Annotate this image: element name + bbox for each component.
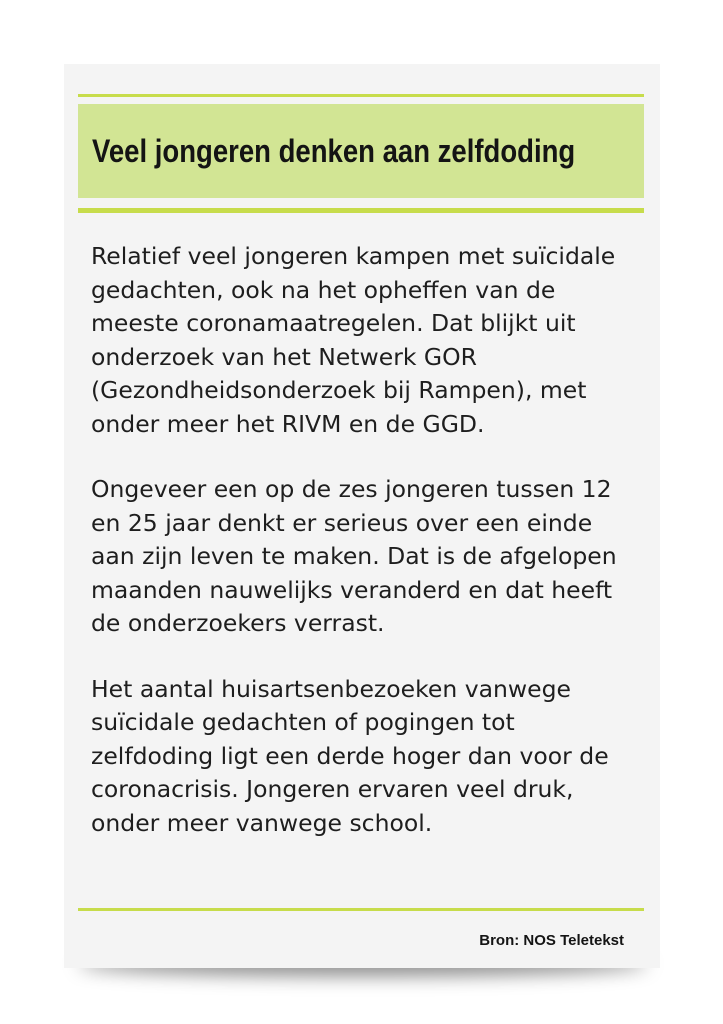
title-bar <box>78 104 644 198</box>
paragraph-1: Relatief veel jongeren kampen met suïcidale gedachten, ook na het opheffen van de meeste coronamaatregelen. Dat blijkt uit onderzoek van het Netwerk GOR (Gezondheidsonderzoek bij Rampen), met onder meer het RIVM en de GGD. <box>91 242 616 438</box>
top-divider <box>78 94 644 97</box>
article-body <box>91 240 636 872</box>
title-divider <box>78 208 644 213</box>
paragraph-2: Ongeveer een op de zes jongeren tussen 12 en 25 jaar denkt er serieus over een einde aan zijn leven te maken. Dat is de afgelopen maanden nauwelijks veranderd en dat heeft de onderzoekers verrast. <box>91 475 617 637</box>
source-credit: Bron: NOS Teletekst <box>479 932 624 949</box>
article-title: Veel jongeren denken aan zelfdoding <box>92 133 576 169</box>
paragraph-3: Het aantal huisartsenbezoeken vanwege suïcidale gedachten of pogingen tot zelfdoding ligt een derde hoger dan voor de coronacrisis. Jongeren ervaren veel druk, onder meer vanwege school. <box>91 674 609 837</box>
bottom-divider <box>78 908 644 911</box>
article-card <box>64 64 660 968</box>
